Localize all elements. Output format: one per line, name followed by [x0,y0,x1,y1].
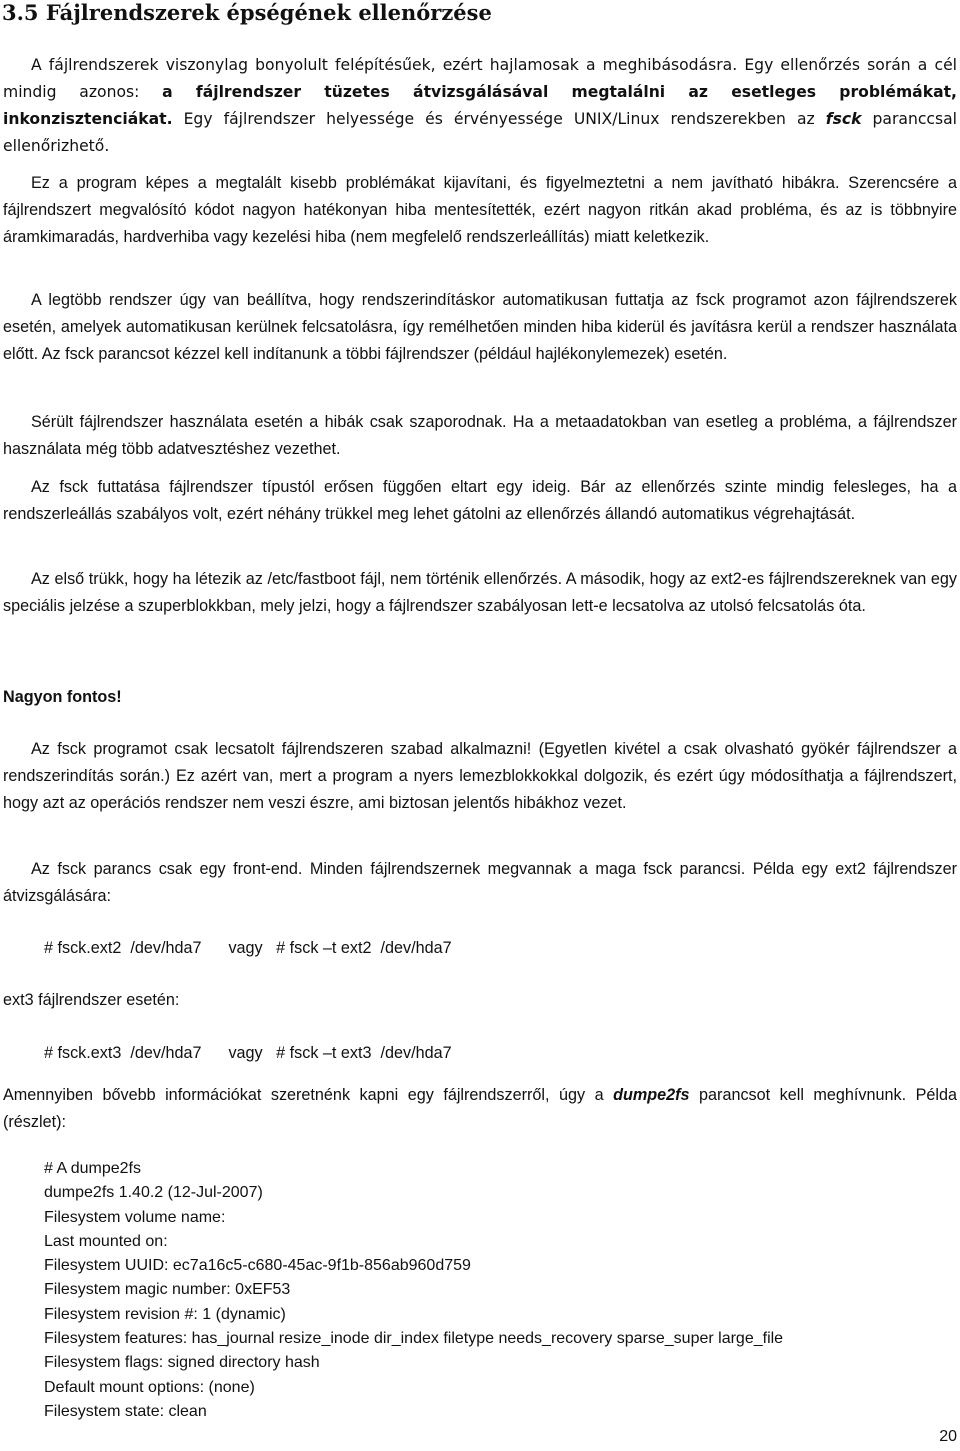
command-ext2: # fsck.ext2 /dev/hda7 vagy # fsck –t ext2 /dev/hda7 [44,939,452,957]
code-line: Filesystem volume name: [44,1208,226,1226]
intro-text-c: Egy fájlrendszer helyessége és érvényessége UNIX/Linux rendszerekben az [172,110,826,128]
code-line: Filesystem state: clean [44,1402,207,1420]
code-line: Filesystem revision #: 1 (dynamic) [44,1305,286,1323]
program-text: Ez a program képes a megtalált kisebb problémákat kijavítani, és figyelmeztetni a nem javítható hibákra. Szerencsére a fájlrendszert megvalósító kódot nagyon hatékonyan hiba mentesítették, ezért nagyon ritkán akad probléma, és az is többnyire áramkimaradás, hardverhiba vagy kezelési hiba (nem megfelelő rendszerleállítás) miatt keletkezik. [3,174,957,246]
code-line: Filesystem flags: signed directory hash [44,1354,320,1372]
ext3-label: ext3 fájlrendszer esetén: [3,991,180,1009]
dumpe2fs-term: dumpe2fs [613,1086,690,1104]
dumpe2fs-text-c: parancsot kell meghívnunk. Példa (részlet): [3,1086,957,1131]
boot-text: A legtöbb rendszer úgy van beállítva, hogy rendszerindításkor automatikusan futtatja az fsck programot azon fájlrendszerek esetén, amelyek automatikusan kerülnek felcsatolásra, így remélhetően minden hiba kiderül és javításra kerül a rendszer használata előtt. Az fsck parancsot kézzel kell indítanunk a többi fájlrendszer (például hajlékonylemezek) esetén. [3,291,957,363]
code-line: # A dumpe2fs [44,1160,141,1177]
paragraph-intro [3,52,957,160]
paragraph-program [3,170,957,251]
paragraph-boot [3,287,957,368]
code-line: Last mounted on: [44,1232,168,1250]
intro-text-bold: a fájlrendszer tüzetes átvizsgálásával megtalálni az esetleges problémákat, inkonzisztenciákat. [3,83,957,128]
dumpe2fs-output [44,1157,783,1424]
paragraph-tricks [3,566,957,620]
tricks-text: Az első trükk, hogy ha létezik az /etc/fastboot fájl, nem történik ellenőrzés. A második, hogy az ext2-es fájlrendszereknek van egy speciális jelzése a szuperblokkban, mely jelzi, hogy a fájlrendszer szabályosan lett-e lecsatolva az utolsó felcsatolás óta. [3,570,957,615]
damaged-text: Sérült fájlrendszer használata esetén a hibák csak szaporodnak. Ha a metaadatokban van esetleg a probléma, a fájlrendszer használata még több adatvesztéshez vezethet. [3,413,957,458]
intro-fsck-term: fsck [825,110,862,128]
runtime-text: Az fsck futtatása fájlrendszer típustól erősen függően eltart egy ideig. Bár az ellenőrzés szinte mindig felesleges, ha a rendszerleállás szabályos volt, ezért néhány trükkel meg lehet gátolni az ellenőrzés állandó automatikus végrehajtását. [3,478,957,523]
code-line: dumpe2fs 1.40.2 (12-Jul-2007) [44,1184,263,1202]
code-line: Default mount options: (none) [44,1378,255,1396]
paragraph-runtime [3,474,957,528]
paragraph-dumpe2fs [3,1082,957,1136]
code-line: Filesystem UUID: ec7a16c5-c680-45ac-9f1b-856ab960d759 [44,1257,471,1275]
code-line: Filesystem features: has_journal resize_inode dir_index filetype needs_recovery sparse_super large_file [44,1330,784,1348]
intro-text-a: A fájlrendszerek viszonylag bonyolult felépítésűek, ezért hajlamosak a meghibásodásra. Egy ellenőrzés során a cél mindig azonos: [3,56,957,101]
paragraph-unmounted [3,736,957,817]
dumpe2fs-text-a: Amennyiben bővebb információkat szeretnénk kapni egy fájlrendszerről, úgy a [3,1086,614,1104]
command-ext3: # fsck.ext3 /dev/hda7 vagy # fsck –t ext3 /dev/hda7 [44,1044,452,1062]
page-number: 20 [939,1428,957,1445]
intro-text-e: paranccsal ellenőrizhető. [3,110,958,155]
code-line: Filesystem magic number: 0xEF53 [44,1281,291,1299]
paragraph-frontend [3,856,957,910]
paragraph-damaged [3,409,957,463]
unmounted-text: Az fsck programot csak lecsatolt fájlrendszeren szabad alkalmazni! (Egyetlen kivétel a csak olvasható gyökér fájlrendszer a rendszerindítás során.) Ez azért van, mert a program a nyers lemezblokkokkal dolgozik, és ezért úgy módosíthatja a fájlrendszert, hogy azt az operációs rendszer nem veszi észre, ami biztosan jelentős hibákhoz vezet. [3,740,957,812]
frontend-text: Az fsck parancs csak egy front-end. Minden fájlrendszernek megvannak a maga fsck parancsi. Példa egy ext2 fájlrendszer átvizsgálására: [3,860,957,905]
warning-heading: Nagyon fontos! [3,688,122,706]
section-heading: 3.5 Fájlrendszerek épségének ellenőrzése [2,0,492,25]
